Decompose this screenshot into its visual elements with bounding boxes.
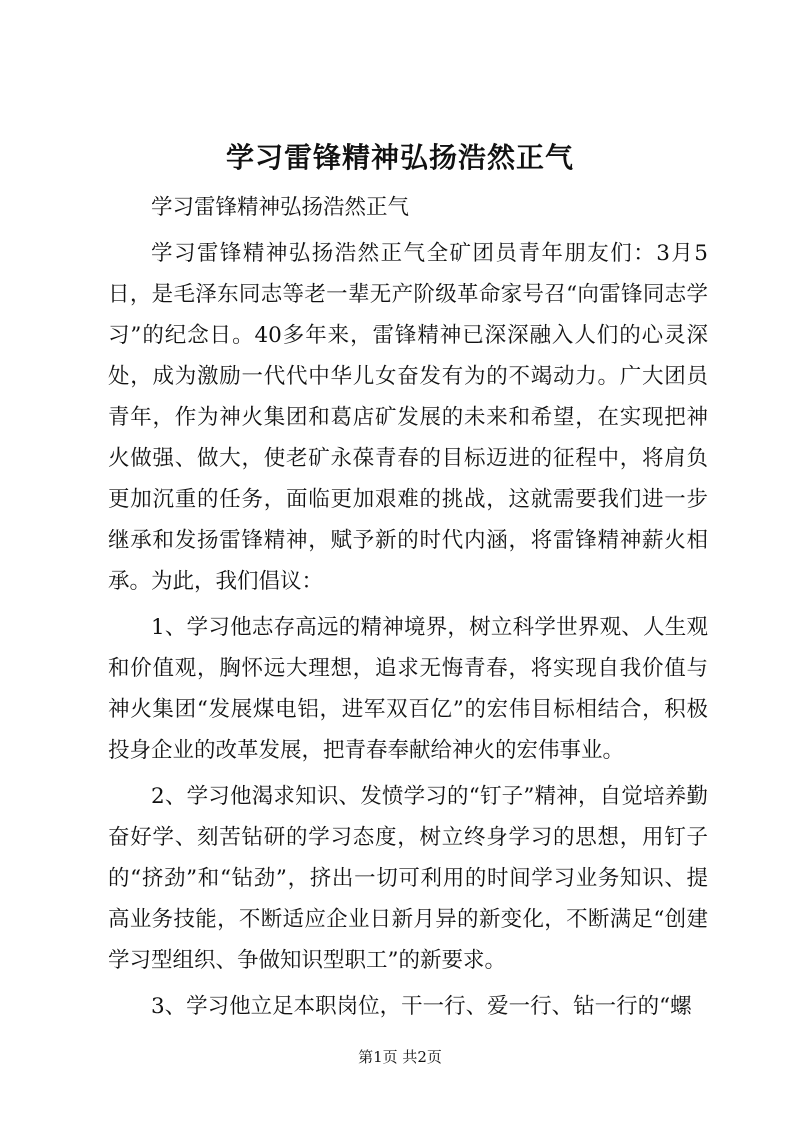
document-body xyxy=(108,187,708,1032)
paragraph-subtitle: 学习雷锋精神弘扬浩然正气 xyxy=(151,195,410,220)
document-title: 学习雷锋精神弘扬浩然正气 xyxy=(225,141,574,174)
paragraph-item-1: 1、学习他志存高远的精神境界，树立科学世界观、人生观和价值观，胸怀远大理想，追求无悔青春，将实现自我价值与神火集团“发展煤电铝，进军双百亿”的宏伟目标相结合，积极投身企业的改革发展，把青春奉献给神火的宏伟事业。 xyxy=(108,615,708,763)
paragraph-intro: 学习雷锋精神弘扬浩然正气全矿团员青年朋友们：3月5日，是毛泽东同志等老一辈无产阶级革命家号召“向雷锋同志学习”的纪念日。40多年来，雷锋精神已深深融入人们的心灵深处，成为激励一代代中华儿女奋发有为的不竭动力。广大团员青年，作为神火集团和葛店矿发展的未来和希望，在实现把神火做强、做大，使老矿永葆青春的目标迈进的征程中，将肩负更加沉重的任务，面临更加艰难的挑战，这就需要我们进一步继承和发扬雷锋精神，赋予新的时代内涵，将雷锋精神薪火相承。为此，我们倡议： xyxy=(108,241,708,594)
page-number-footer: 第1页 共2页 xyxy=(358,1048,442,1066)
paragraph-item-3: 3、学习他立足本职岗位，干一行、爱一行、钻一行的“螺 xyxy=(151,994,692,1019)
paragraph-item-2: 2、学习他渴求知识、发愤学习的“钉子”精神，自觉培养勤奋好学、刻苦钻研的学习态度，树立终身学习的思想，用钉子的“挤劲”和“钻劲”，挤出一切可利用的时间学习业务知识、提高业务技能，不断适应企业日新月异的新变化，不断满足“创建学习型组织、争做知识型职工”的新要求。 xyxy=(108,784,708,973)
